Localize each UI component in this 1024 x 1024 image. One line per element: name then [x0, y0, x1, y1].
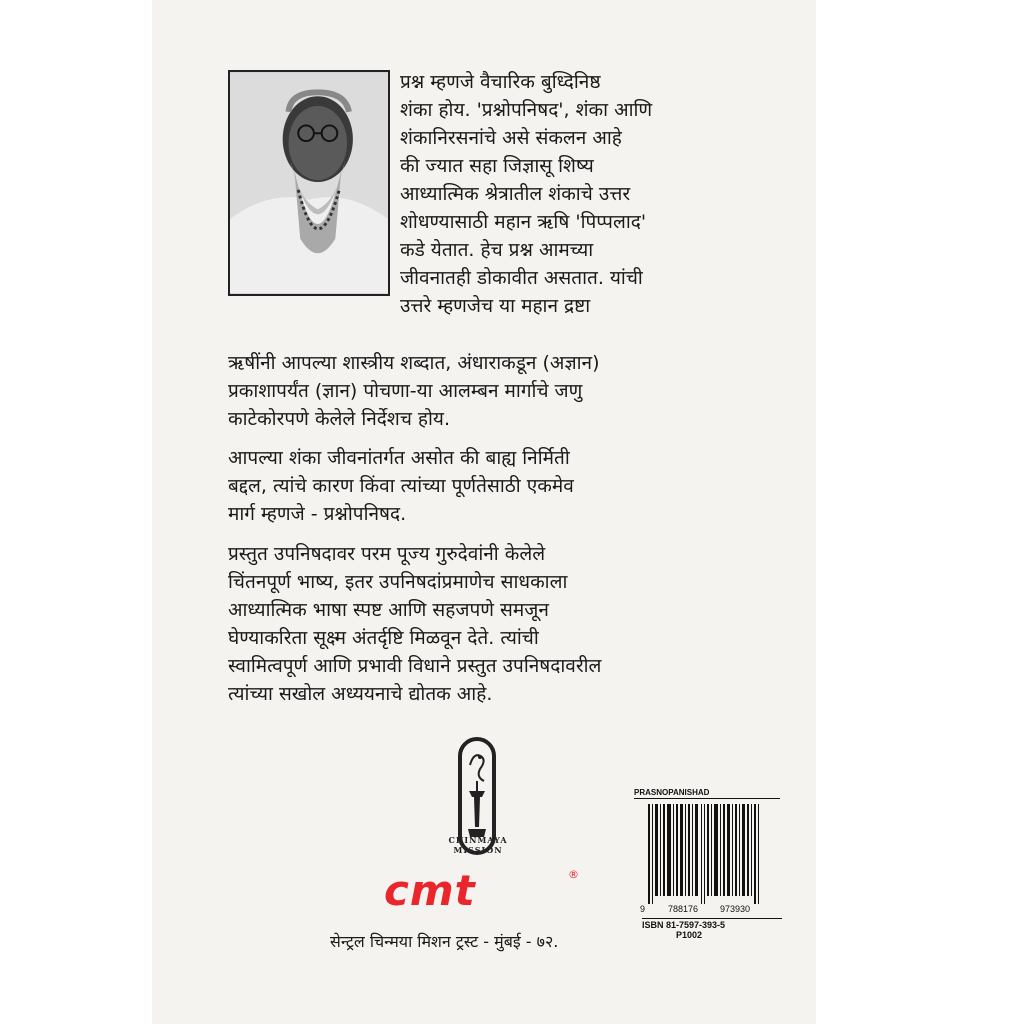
portrait-image — [230, 72, 388, 294]
intro-paragraph-continued — [228, 349, 745, 433]
text-line: की ज्यात सहा जिज्ञासू शिष्य — [400, 155, 594, 177]
cmt-brand-logo — [384, 866, 584, 918]
text-line: उत्तरे म्हणजेच या महान द्रष्टा — [400, 295, 591, 317]
publisher-line: सेन्ट्रल चिन्मया मिशन ट्रस्ट - मुंबई - ७२. — [330, 932, 559, 951]
text-line: आध्यात्मिक भाषा स्पष्ट आणि सहजपणे समजून — [228, 599, 549, 621]
lamp-icon — [464, 747, 490, 847]
logo-caption: CHINMAYA MISSION — [448, 835, 508, 855]
barcode-bars — [648, 804, 768, 904]
text-line: स्वामित्वपूर्ण आणि प्रभावी विधाने प्रस्तुत उपनिषदावरील — [228, 655, 602, 677]
isbn-number: ISBN 81-7597-393-5 — [642, 918, 782, 930]
text-line: जीवनातही डोकावीत असतात. यांची — [400, 267, 643, 289]
text-line: आपल्या शंका जीवनांतर्गत असोत की बाह्य निर्मिती — [228, 447, 570, 469]
brand-name: cmt — [384, 866, 476, 915]
product-code: P1002 — [676, 930, 703, 940]
chinmaya-mission-logo — [438, 735, 518, 870]
text-line: चिंतनपूर्ण भाष्य, इतर उपनिषदांप्रमाणेच साधकाला — [228, 571, 568, 593]
text-line: घेण्याकरिता सूक्ष्म अंतर्दृष्टि मिळवून देते. त्यांची — [228, 627, 539, 649]
barcode-digit-group-1: 788176 — [668, 904, 699, 914]
text-line: शोधण्यासाठी महान ऋषि 'पिप्पलाद' — [400, 211, 647, 233]
text-line: कडे येतात. हेच प्रश्न आमच्या — [400, 239, 594, 261]
barcode-title: PRASNOPANISHAD — [634, 788, 780, 799]
text-line: त्यांच्या सखोल अध्ययनाचे द्योतक आहे. — [228, 683, 493, 705]
intro-paragraph — [400, 68, 745, 320]
text-line: प्रकाशापर्यंत (ज्ञान) पोचणा-या आलम्बन मार्गाचे जणु — [228, 380, 583, 402]
text-line: ऋषींनी आपल्या शास्त्रीय शब्दात, अंधाराकडून (अज्ञान) — [228, 352, 600, 374]
author-photo — [228, 70, 390, 296]
isbn-barcode — [632, 784, 782, 940]
text-line: शंकानिरसनांचे असे संकलन आहे — [400, 127, 622, 149]
text-line: आध्यात्मिक श्रेत्रातील शंकाचे उत्तर — [400, 183, 631, 205]
registered-mark: ® — [568, 868, 579, 881]
second-paragraph — [228, 444, 745, 528]
third-paragraph — [228, 540, 745, 708]
barcode-digit-group-2: 973930 — [720, 904, 751, 914]
text-line: शंका होय. 'प्रश्नोपनिषद', शंका आणि — [400, 99, 653, 121]
text-line: मार्ग म्हणजे - प्रश्नोपनिषद. — [228, 503, 407, 525]
page-margin — [816, 0, 1024, 1024]
text-line: प्रश्न म्हणजे वैचारिक बुध्दिनिष्ठ — [400, 71, 601, 93]
barcode-digit-prefix: 9 — [640, 904, 646, 914]
text-line: काटेकोरपणे केलेले निर्देशच होय. — [228, 408, 450, 430]
text-line: प्रस्तुत उपनिषदावर परम पूज्य गुरुदेवांनी केलेले — [228, 543, 546, 565]
text-line: बद्दल, त्यांचे कारण किंवा त्यांच्या पूर्णतेसाठी एकमेव — [228, 475, 574, 497]
